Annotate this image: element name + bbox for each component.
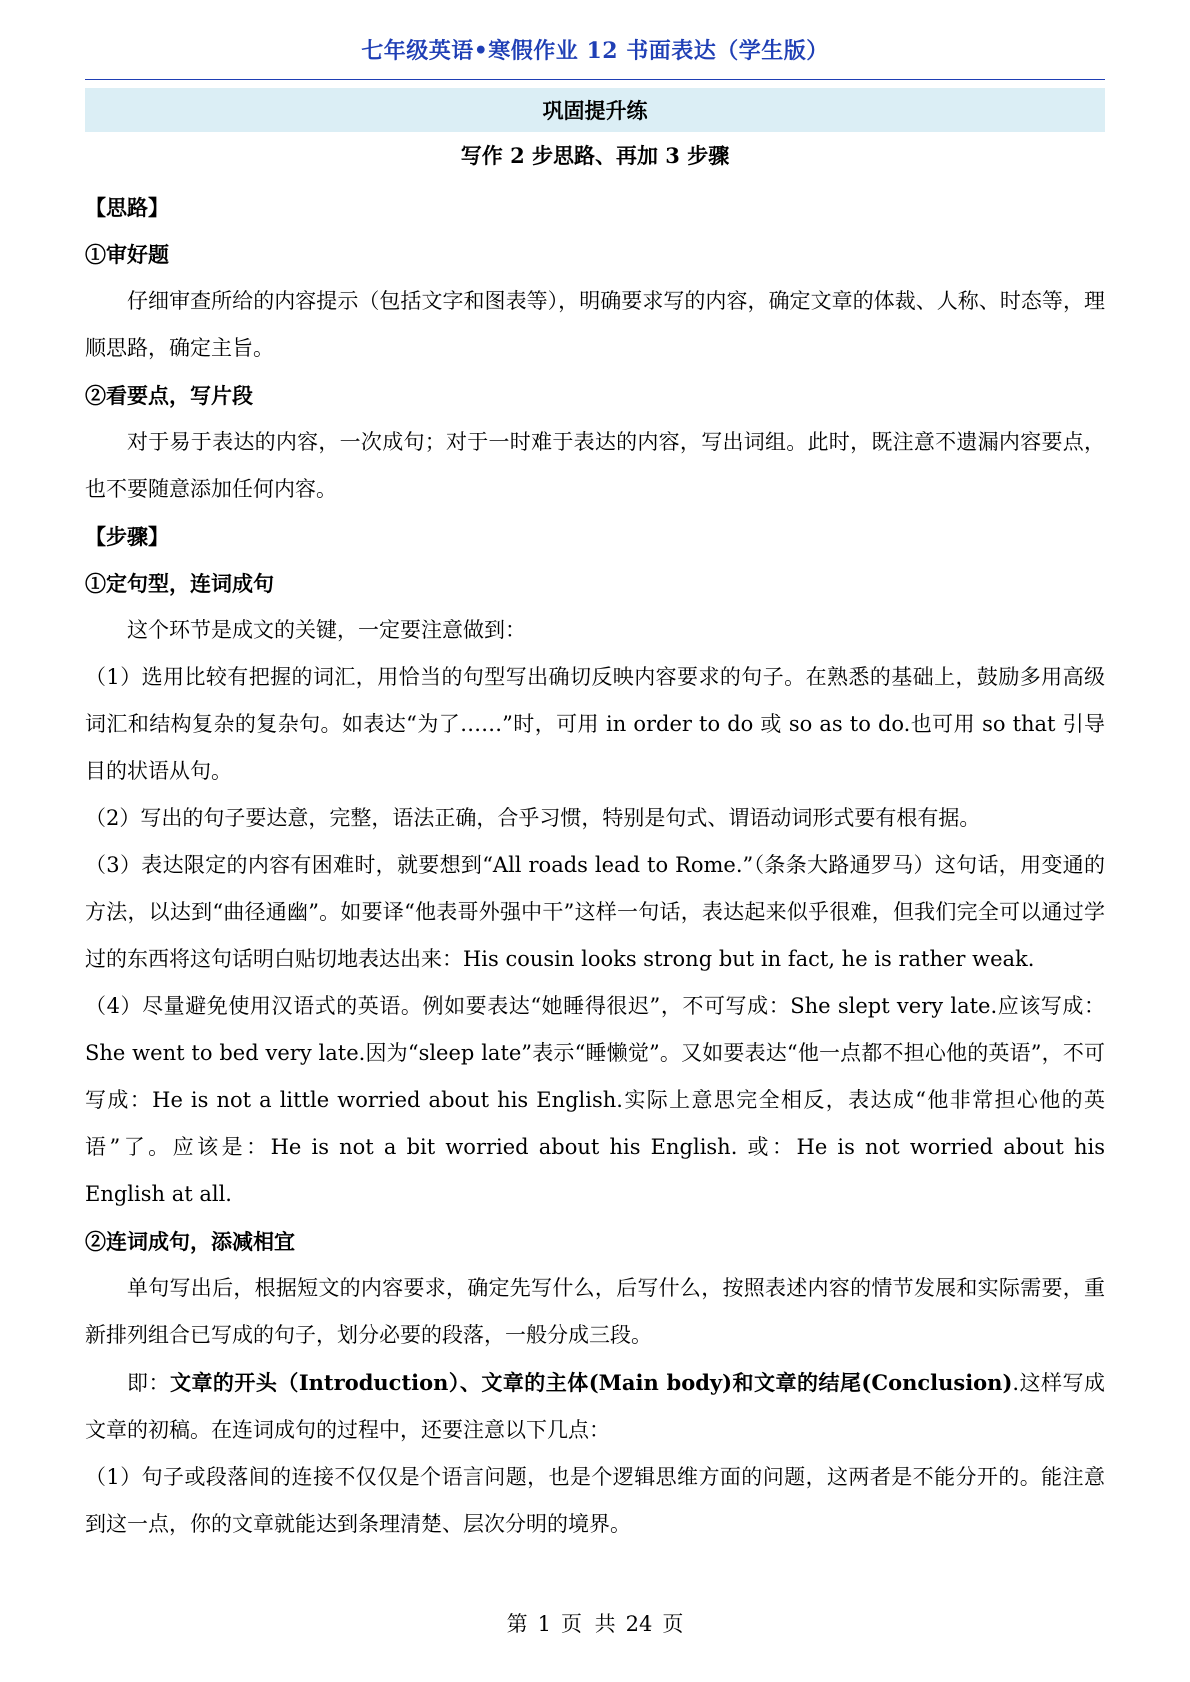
step1-heading: ①审好题 [85,242,169,267]
step1-paragraph: 仔细审查所给的内容提示（包括文字和图表等），明确要求写的内容，确定文章的体裁、人称、时态等，理顺思路，确定主旨。 [85,289,1105,360]
steps-heading: 【步骤】 [85,524,169,549]
step2-paragraph: 对于易于表达的内容，一次成句；对于一时难于表达的内容，写出词组。此时，既注意不遗漏内容要点，也不要随意添加任何内容。 [85,430,1105,501]
stepA-heading: ①定句型，连词成句 [85,571,274,596]
stepB-paragraph-2 [85,1359,1105,1454]
stepA-item-4: （4）尽量避免使用汉语式的英语。例如要表达“她睡得很迟”，不可写成：She slept very late.应该写成：She went to bed very late.因为“sleep late”表示“睡懒觉”。又如要表达“他一点都不担心他的英语”，不可写成：He is not a little worried about his English.实际上意思完全相反，表达成“他非常担心他的英语”了。应该是：He is not a bit worried about his English. 或：He is not worried about his English at all. [85,994,1105,1206]
page-label-prefix: 第 [506,1612,528,1636]
section-banner: 巩固提升练 [85,88,1105,132]
stepB-heading: ②连词成句，添减相宜 [85,1229,295,1254]
stepB-item-1: （1）句子或段落间的连接不仅仅是个语言问题，也是个逻辑思维方面的问题，这两者是不能分开的。能注意到这一点，你的文章就能达到条理清楚、层次分明的境界。 [85,1465,1105,1536]
stepA-intro: 这个环节是成文的关键，一定要注意做到： [127,618,526,642]
stepA-item-1: （1）选用比较有把握的词汇，用恰当的句型写出确切反映内容要求的句子。在熟悉的基础上，鼓励多用高级词汇和结构复杂的复杂句。如表达“为了……”时，可用 in order to do 或 so as to do.也可用 so that 引导目的状语从句。 [85,665,1105,783]
step2-heading: ②看要点，写片段 [85,383,253,408]
page-total: 24 [625,1612,653,1636]
document-header-title: 七年级英语•寒假作业 12 书面表达（学生版） [361,38,829,64]
stepB-paragraph-1: 单句写出后，根据短文的内容要求，确定先写什么，后写什么，按照表述内容的情节发展和实际需要，重新排列组合已写成的句子，划分必要的段落，一般分成三段。 [85,1276,1105,1347]
header-divider [85,79,1105,80]
page-label-suffix: 页 [662,1612,684,1636]
page-label-mid: 页 共 [560,1612,616,1636]
stepA-item-2: （2）写出的句子要达意，完整，语法正确，合乎习惯，特别是句式、谓语动词形式要有根有据。 [85,806,981,830]
page-current: 1 [537,1612,551,1636]
stepB-structure-bold: 文章的开头（Introduction）、文章的主体(Main body)和文章的结尾(Conclusion) [169,1370,1013,1395]
page-footer [0,1608,1190,1638]
document-body [85,184,1105,1548]
stepB-prefix: 即： [127,1371,170,1395]
stepB-suffix: .这样写成文章的初稿。在连词成句的过程中，还要注意以下几点： [85,1371,1105,1442]
stepA-item-3: （3）表达限定的内容有困难时，就要想到“All roads lead to Rome.”（条条大路通罗马）这句话，用变通的方法，以达到“曲径通幽”。如要译“他表哥外强中干”这样一句话，表达起来似乎很难，但我们完全可以通过学过的东西将这句话明白贴切地表达出来：His cousin looks strong but in fact, he is rather weak. [85,853,1105,971]
thinking-heading: 【思路】 [85,195,169,220]
document-subtitle: 写作 2 步思路、再加 3 步骤 [460,143,730,168]
